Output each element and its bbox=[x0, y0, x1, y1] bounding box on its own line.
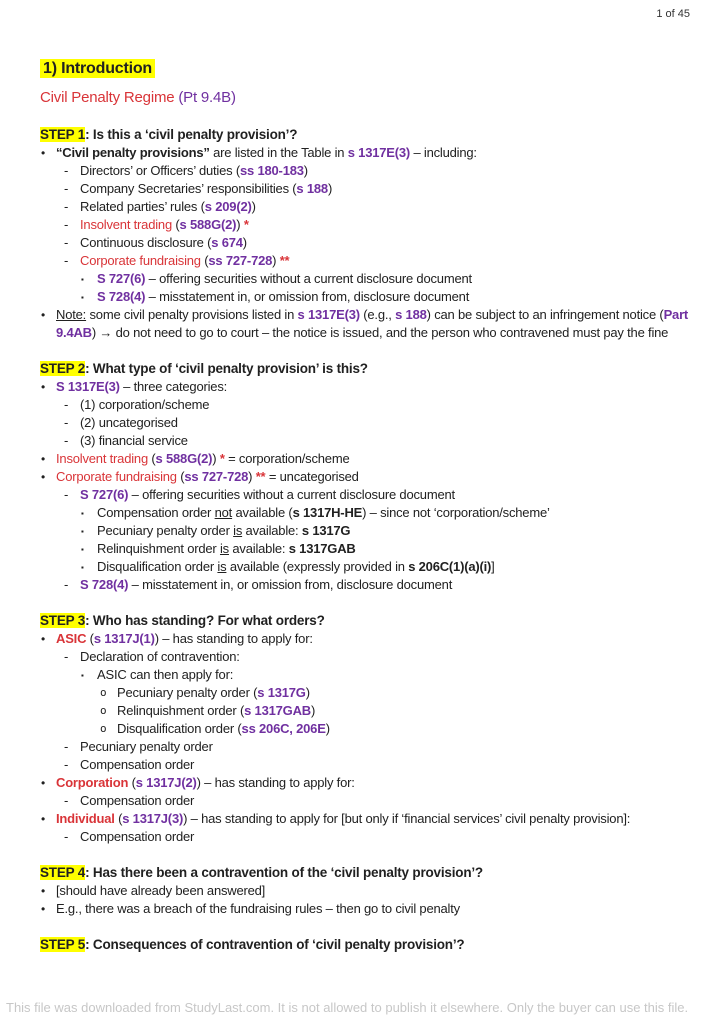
dash-marker-icon: - bbox=[64, 163, 69, 178]
square-marker-icon: ▪ bbox=[81, 293, 84, 302]
text-run: s 188 bbox=[395, 307, 427, 322]
dash-marker-icon: - bbox=[64, 235, 69, 250]
bullet-marker-icon: • bbox=[41, 452, 46, 466]
text-run: Declaration of contravention: bbox=[80, 649, 240, 664]
bullet-marker-icon: • bbox=[41, 902, 46, 916]
text-run: are listed in the Table in bbox=[209, 145, 348, 160]
text-run: ) – has standing to apply for: bbox=[196, 775, 355, 790]
list-item bbox=[40, 432, 694, 450]
text-run: Pecuniary penalty order bbox=[80, 739, 213, 754]
list-item bbox=[40, 630, 694, 648]
text-run: ) can be subject to an infringement notice ( bbox=[426, 307, 664, 322]
text-run: available (expressly provided in bbox=[226, 559, 409, 574]
text-run: : What type of ‘civil penalty provision’ is this? bbox=[85, 361, 368, 376]
list-item bbox=[40, 540, 694, 558]
list-item bbox=[40, 684, 694, 702]
list-item bbox=[40, 450, 694, 468]
bullet-marker-icon: • bbox=[41, 146, 46, 160]
circle-marker-icon: o bbox=[100, 686, 107, 699]
text-run: ] bbox=[491, 559, 495, 574]
list-item bbox=[40, 234, 694, 252]
text-run: ss 727-728 bbox=[208, 253, 273, 268]
list-item bbox=[40, 900, 694, 918]
step-heading bbox=[40, 864, 694, 882]
text-run: ( bbox=[148, 451, 156, 466]
text-run: s 1317J(1) bbox=[93, 631, 155, 646]
list-item bbox=[40, 666, 694, 684]
dash-marker-icon: - bbox=[64, 415, 69, 430]
text-run: Directors’ or Officers’ duties ( bbox=[80, 163, 240, 178]
text-run: ) bbox=[251, 199, 256, 214]
text-run: is bbox=[217, 559, 227, 574]
text-run: ( bbox=[128, 775, 136, 790]
text-run: ( bbox=[172, 217, 180, 232]
dash-marker-icon: - bbox=[64, 793, 69, 808]
dash-marker-icon: - bbox=[64, 829, 69, 844]
text-run: ) – since not ‘corporation/scheme’ bbox=[362, 505, 550, 520]
text-run: ) bbox=[305, 685, 310, 700]
list-item bbox=[40, 144, 694, 162]
dash-marker-icon: - bbox=[64, 217, 69, 232]
bullet-marker-icon: • bbox=[41, 812, 46, 826]
text-run: = uncategorised bbox=[265, 469, 359, 484]
text-run: S 728(4) bbox=[80, 577, 129, 592]
text-run: not bbox=[214, 505, 233, 520]
text-run: s 209(2) bbox=[204, 199, 252, 214]
text-run: E.g., there was a breach of the fundraising rules – then go to civil penalty bbox=[56, 901, 460, 916]
list-item bbox=[40, 774, 694, 792]
text-run: Continuous disclosure ( bbox=[80, 235, 212, 250]
list-item bbox=[40, 396, 694, 414]
text-run: – three categories: bbox=[119, 379, 228, 394]
text-run: s 588G(2) bbox=[179, 217, 237, 232]
text-run: available: bbox=[242, 523, 302, 538]
page-subtitle bbox=[40, 88, 694, 108]
list-item bbox=[40, 504, 694, 522]
text-run: is bbox=[219, 541, 229, 556]
list-item bbox=[40, 252, 694, 270]
list-item bbox=[40, 162, 694, 180]
dash-marker-icon: - bbox=[64, 397, 69, 412]
page-title bbox=[40, 58, 694, 80]
list-item bbox=[40, 180, 694, 198]
step-heading bbox=[40, 612, 694, 630]
text-run: ) bbox=[236, 217, 244, 232]
text-run: – offering securities without a current disclosure document bbox=[128, 487, 455, 502]
step-heading bbox=[40, 936, 694, 954]
text-run: : Is this a ‘civil penalty provision’? bbox=[85, 127, 298, 142]
bullet-marker-icon: • bbox=[41, 308, 46, 322]
square-marker-icon: ▪ bbox=[81, 527, 84, 536]
dash-marker-icon: - bbox=[64, 181, 69, 196]
square-marker-icon: ▪ bbox=[81, 509, 84, 518]
text-run: s 588G(2) bbox=[155, 451, 213, 466]
text-run: S 728(4) bbox=[97, 289, 146, 304]
text-run: Part 9.4AB bbox=[56, 307, 689, 340]
list-item bbox=[40, 756, 694, 774]
list-item bbox=[40, 486, 694, 504]
bullet-marker-icon: • bbox=[41, 884, 46, 898]
list-item bbox=[40, 648, 694, 666]
step-heading bbox=[40, 360, 694, 378]
text-run: ) bbox=[325, 721, 330, 736]
text-run: Compensation order bbox=[80, 793, 195, 808]
text-run: * bbox=[219, 451, 225, 466]
text-run: ( bbox=[176, 469, 185, 484]
text-run: Civil Penalty Regime bbox=[40, 89, 175, 106]
text-run: is bbox=[233, 523, 243, 538]
text-run: s 1317E(3) bbox=[347, 145, 411, 160]
bullet-marker-icon: • bbox=[41, 776, 46, 790]
circle-marker-icon: o bbox=[100, 704, 107, 717]
text-run: ss 180-183 bbox=[240, 163, 304, 178]
text-run: [should have already been answered] bbox=[56, 883, 266, 898]
text-run: ) bbox=[212, 451, 220, 466]
text-run: : Has there been a contravention of the ‘civil penalty provision’? bbox=[85, 865, 483, 880]
text-run: : Consequences of contravention of ‘civil penalty provision’? bbox=[85, 937, 465, 952]
list-item bbox=[40, 558, 694, 576]
list-item bbox=[40, 270, 694, 288]
text-run: – including: bbox=[410, 145, 477, 160]
dash-marker-icon: - bbox=[64, 757, 69, 772]
list-item bbox=[40, 882, 694, 900]
text-run: Corporation bbox=[56, 775, 129, 790]
text-run: s 206C(1)(a)(i) bbox=[408, 559, 492, 574]
square-marker-icon: ▪ bbox=[81, 563, 84, 572]
text-run: s 1317J(3) bbox=[122, 811, 184, 826]
text-run: ( bbox=[200, 253, 209, 268]
text-run: Corporate fundraising bbox=[80, 253, 201, 268]
text-run: Note: bbox=[56, 307, 87, 322]
text-run: Compensation order bbox=[80, 757, 195, 772]
text-run: Relinquishment order ( bbox=[117, 703, 245, 718]
bullet-marker-icon: • bbox=[41, 632, 46, 646]
text-run: – offering securities without a current disclosure document bbox=[145, 271, 472, 286]
text-run: ss 727-728 bbox=[184, 469, 249, 484]
text-run: ) – has standing to apply for [but only if ‘financial services’ civil penalty provision]: bbox=[183, 811, 631, 826]
text-run: Corporate fundraising bbox=[56, 469, 177, 484]
text-run: available ( bbox=[232, 505, 293, 520]
text-run: * bbox=[243, 217, 249, 232]
text-run: (e.g., bbox=[359, 307, 396, 322]
text-run: s 1317GAB bbox=[288, 541, 356, 556]
text-run: ** bbox=[255, 469, 266, 484]
text-run: “Civil penalty provisions” bbox=[56, 145, 210, 160]
text-run: (3) financial service bbox=[80, 433, 188, 448]
list-item bbox=[40, 198, 694, 216]
text-run: s 1317J(2) bbox=[135, 775, 197, 790]
dash-marker-icon: - bbox=[64, 487, 69, 502]
list-item bbox=[40, 216, 694, 234]
text-run: Company Secretaries’ responsibilities ( bbox=[80, 181, 297, 196]
text-run: STEP 5 bbox=[40, 937, 86, 952]
list-item bbox=[40, 306, 694, 342]
text-run: Related parties’ rules ( bbox=[80, 199, 205, 214]
text-run: (Pt 9.4B) bbox=[178, 89, 236, 106]
text-run: STEP 4 bbox=[40, 865, 86, 880]
square-marker-icon: ▪ bbox=[81, 671, 84, 680]
text-run: STEP 1 bbox=[40, 127, 86, 142]
list-item bbox=[40, 576, 694, 594]
text-run: s 1317E(3) bbox=[297, 307, 360, 322]
text-run: (1) corporation/scheme bbox=[80, 397, 210, 412]
text-run: (2) uncategorised bbox=[80, 415, 178, 430]
list-item bbox=[40, 792, 694, 810]
text-run: Disqualification order bbox=[97, 559, 218, 574]
text-run: Individual bbox=[56, 811, 115, 826]
dash-marker-icon: - bbox=[64, 199, 69, 214]
text-run: ) bbox=[310, 703, 316, 718]
text-run: ) bbox=[303, 163, 308, 178]
text-run: ) – has standing to apply for: bbox=[154, 631, 313, 646]
text-run: ) bbox=[248, 469, 256, 484]
text-run: available: bbox=[228, 541, 289, 556]
text-run: – misstatement in, or omission from, disclosure document bbox=[128, 577, 453, 592]
text-run: ( bbox=[114, 811, 123, 826]
text-run: Relinquishment order bbox=[97, 541, 220, 556]
text-run: ASIC bbox=[56, 631, 87, 646]
text-run: ASIC can then apply for: bbox=[97, 667, 234, 682]
text-run: Pecuniary penalty order bbox=[97, 523, 234, 538]
text-run: : Who has standing? For what orders? bbox=[85, 613, 325, 628]
list-item bbox=[40, 828, 694, 846]
list-item bbox=[40, 810, 694, 828]
list-item bbox=[40, 702, 694, 720]
list-item bbox=[40, 414, 694, 432]
text-run: S 727(6) bbox=[80, 487, 129, 502]
text-run: Compensation order bbox=[97, 505, 215, 520]
square-marker-icon: ▪ bbox=[81, 545, 84, 554]
text-run: S 727(6) bbox=[97, 271, 146, 286]
text-run: ss 206C, 206E bbox=[241, 721, 326, 736]
text-run: Insolvent trading bbox=[80, 217, 172, 232]
circle-marker-icon: o bbox=[100, 722, 107, 735]
text-run: ) bbox=[327, 181, 333, 196]
text-run: Disqualification order ( bbox=[117, 721, 242, 736]
list-item bbox=[40, 288, 694, 306]
text-run: ( bbox=[86, 631, 94, 646]
list-item bbox=[40, 468, 694, 486]
text-run: ) bbox=[242, 235, 247, 250]
list-item bbox=[40, 738, 694, 756]
dash-marker-icon: - bbox=[64, 649, 69, 664]
text-run: s 1317G bbox=[301, 523, 351, 538]
text-run: STEP 3 bbox=[40, 613, 86, 628]
dash-marker-icon: - bbox=[64, 739, 69, 754]
page-number: 1 of 45 bbox=[656, 8, 690, 20]
text-run: – misstatement in, or omission from, disclosure document bbox=[145, 289, 470, 304]
step-heading bbox=[40, 126, 694, 144]
dash-marker-icon: - bbox=[64, 433, 69, 448]
text-run: ) bbox=[272, 253, 280, 268]
bullet-marker-icon: • bbox=[41, 470, 46, 484]
text-run: S 1317E(3) bbox=[56, 379, 120, 394]
text-run: s 188 bbox=[296, 181, 328, 196]
text-run: s 674 bbox=[211, 235, 243, 250]
text-run: = corporation/scheme bbox=[224, 451, 350, 466]
text-run: 1) Introduction bbox=[40, 59, 155, 78]
list-item bbox=[40, 522, 694, 540]
text-run: s 1317G bbox=[257, 685, 306, 700]
dash-marker-icon: - bbox=[64, 577, 69, 592]
dash-marker-icon: - bbox=[64, 253, 69, 268]
text-run: Insolvent trading bbox=[56, 451, 148, 466]
text-run: s 1317H-HE bbox=[292, 505, 363, 520]
footer-watermark: This file was downloaded from StudyLast.com. It is not allowed to publish it elsewhere. Only the buyer can use this file. bbox=[6, 1000, 689, 1015]
list-item bbox=[40, 720, 694, 738]
bullet-marker-icon: • bbox=[41, 380, 46, 394]
text-run: ** bbox=[279, 253, 290, 268]
text-run: some civil penalty provisions listed in bbox=[86, 307, 298, 322]
text-run: STEP 2 bbox=[40, 361, 86, 376]
text-run: ) → do not need to go to court – the notice is issued, and the person who contravened must pay the fine bbox=[91, 325, 669, 340]
list-item bbox=[40, 378, 694, 396]
text-run: Pecuniary penalty order ( bbox=[117, 685, 258, 700]
text-run: s 1317GAB bbox=[244, 703, 311, 718]
text-run: Compensation order bbox=[80, 829, 195, 844]
square-marker-icon: ▪ bbox=[81, 275, 84, 284]
